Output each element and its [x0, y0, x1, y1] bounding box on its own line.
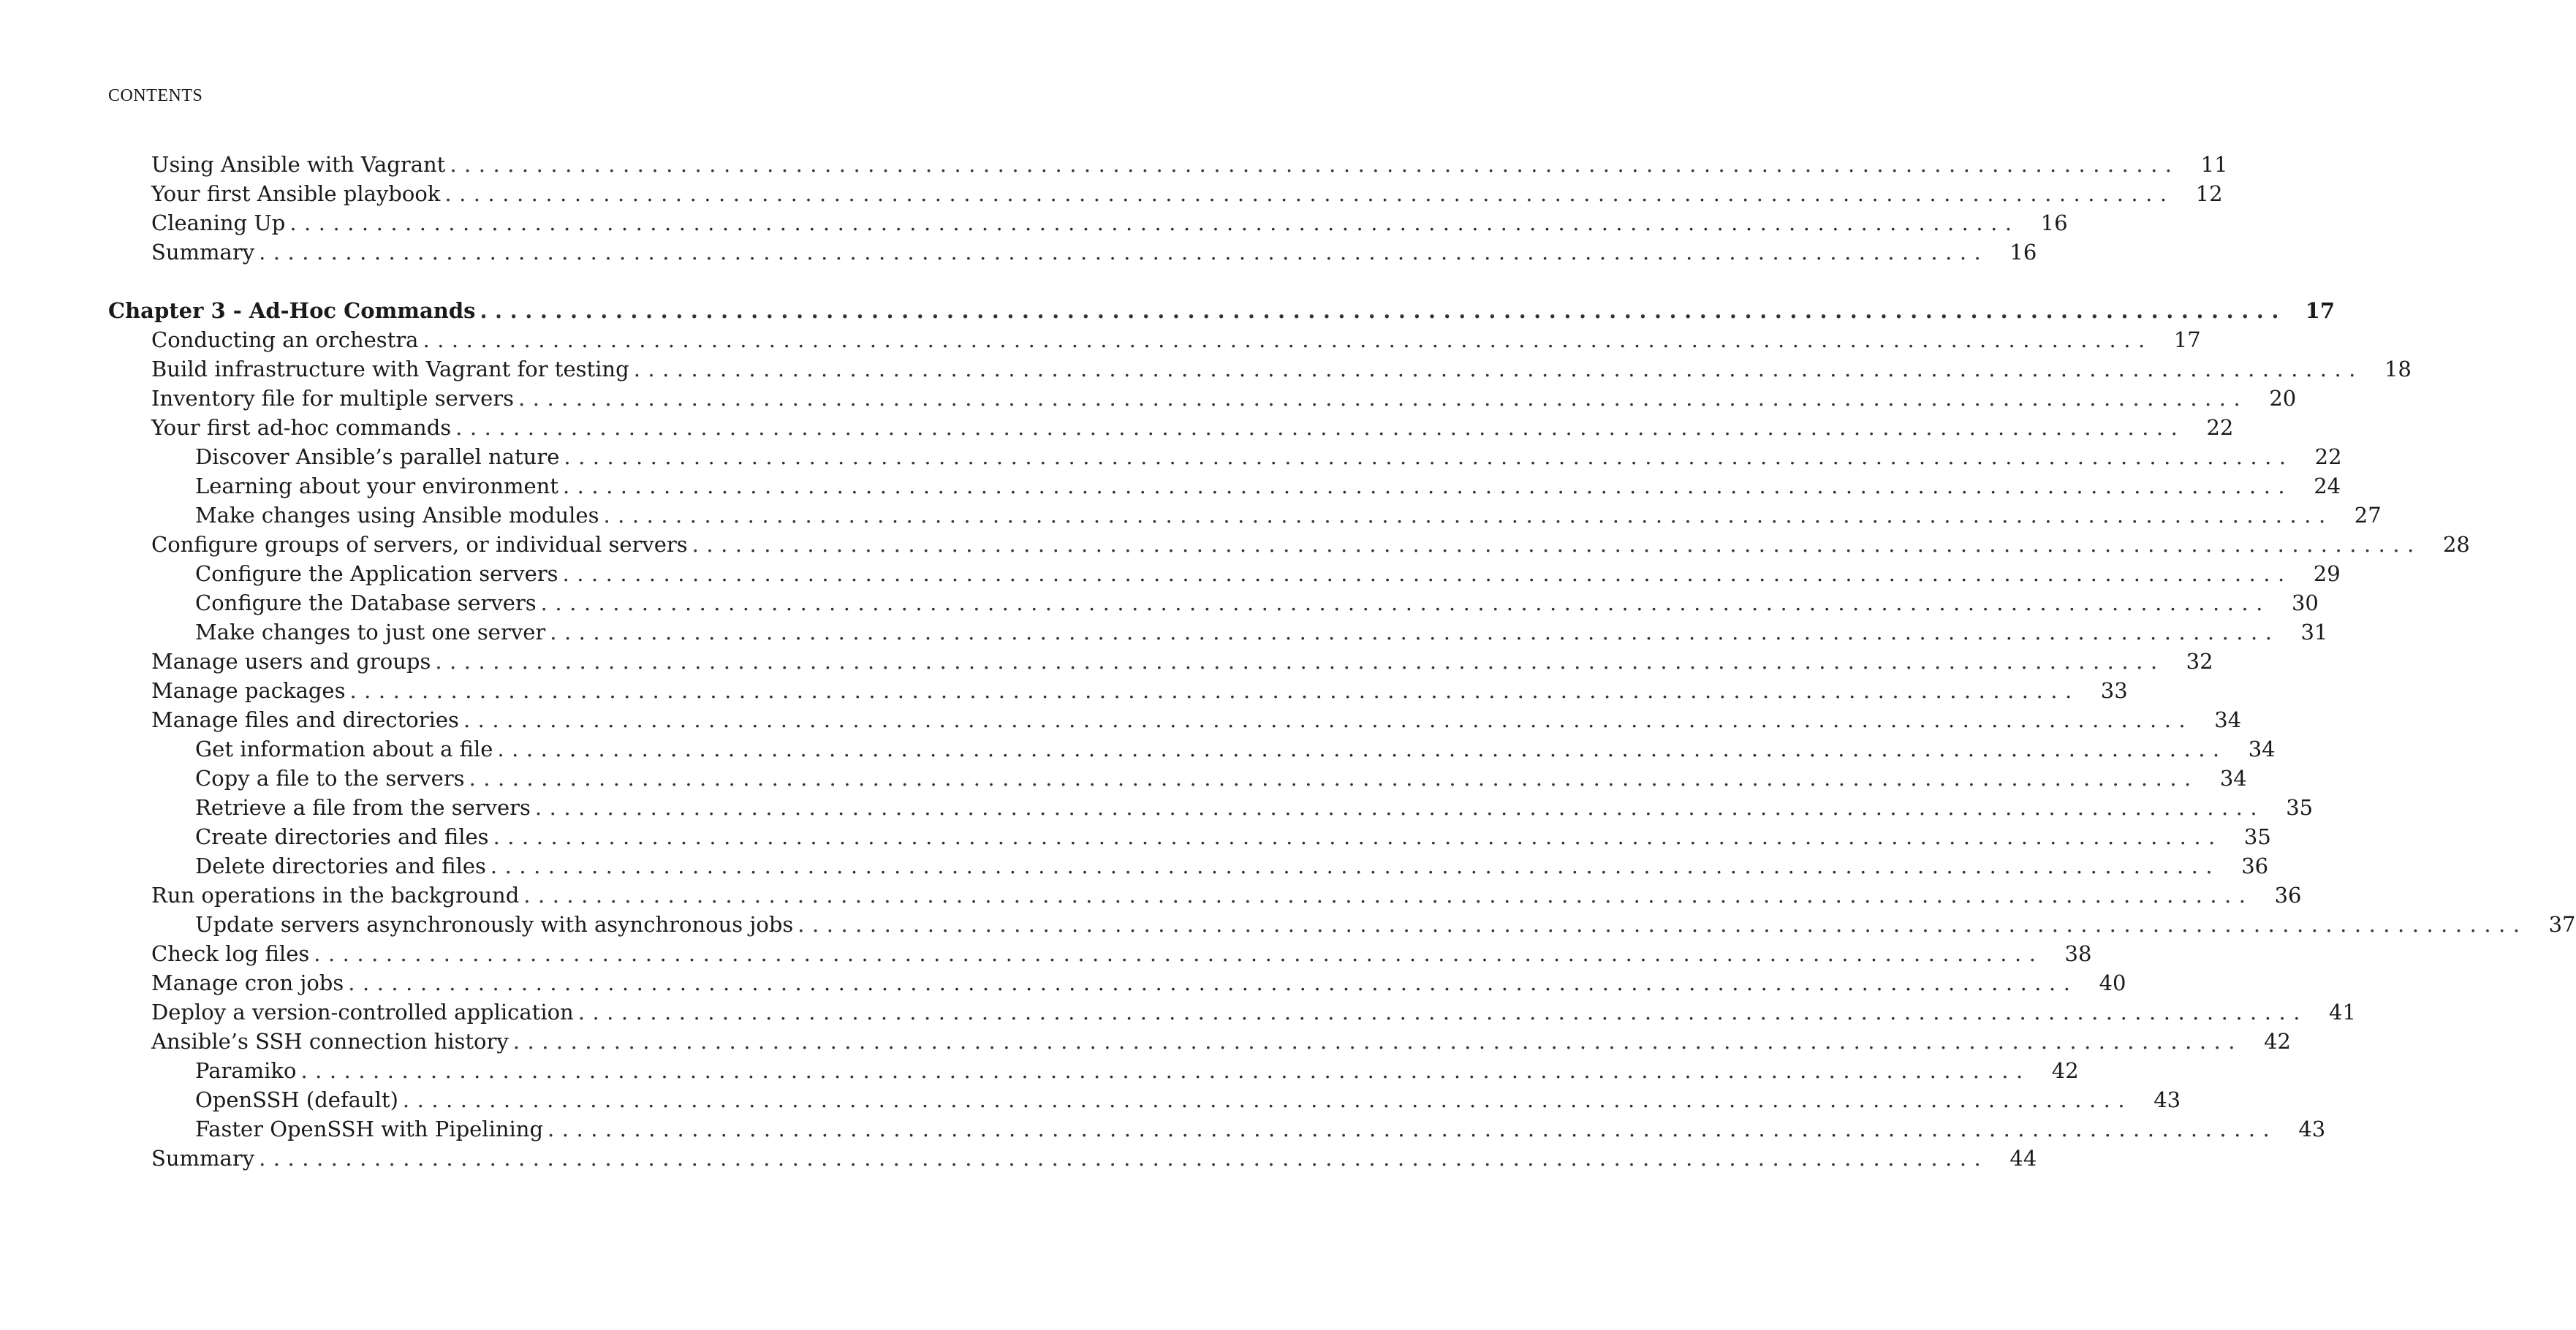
toc-entry-page-number: 33 — [2100, 678, 2128, 703]
dot-leader: ........................................................................................................................ — [562, 561, 2292, 586]
dot-leader: ........................................................................................................................ — [548, 1117, 2278, 1141]
dot-leader: ........................................................................................................................ — [540, 590, 2270, 615]
toc-entry[interactable] — [151, 177, 2223, 206]
dot-leader: ........................................................................................................................ — [490, 854, 2221, 878]
toc-entry-title: Get information about a file — [195, 737, 493, 761]
toc-entry[interactable] — [195, 557, 2341, 586]
dot-leader: ........................................................................................................................ — [518, 386, 2249, 411]
toc-entry[interactable] — [151, 703, 2242, 732]
toc-entry-title: Build infrastructure with Vagrant for testing — [151, 357, 629, 381]
toc-entry-title: Paramiko — [195, 1058, 297, 1083]
dot-leader: ........................................................................................................................ — [349, 678, 2080, 703]
toc-entry-page-number: 29 — [2313, 561, 2341, 586]
toc-entry-title: Check log files — [151, 941, 310, 966]
toc-entry[interactable] — [195, 908, 2576, 937]
toc-entry[interactable] — [195, 469, 2341, 498]
toc-entry-title: Your first ad-hoc commands — [151, 415, 452, 440]
toc-entry-page-number: 28 — [2442, 532, 2470, 557]
toc-entry-title: Create directories and files — [195, 824, 489, 849]
toc-entry-page-number: 11 — [2200, 152, 2228, 177]
dot-leader: ........................................................................................................................ — [348, 970, 2078, 995]
dot-leader: ........................................................................................................................ — [798, 912, 2528, 937]
dot-leader: ........................................................................................................................ — [463, 707, 2194, 732]
toc-entry[interactable] — [151, 148, 2228, 177]
toc-entry-page-number: 42 — [2051, 1058, 2079, 1083]
toc-entry-page-number: 22 — [2314, 444, 2342, 469]
toc-entry-title: Retrieve a file from the servers — [195, 795, 531, 820]
toc-entry-title: Configure the Database servers — [195, 590, 537, 615]
toc-entry-page-number: 27 — [2354, 503, 2382, 528]
toc-entry[interactable] — [195, 1054, 2079, 1083]
toc-entry-title: Faster OpenSSH with Pipelining — [195, 1117, 544, 1141]
toc-entry[interactable] — [195, 498, 2382, 528]
toc-entry-page-number: 24 — [2314, 474, 2341, 498]
dot-leader: ........................................................................................................................ — [512, 1029, 2243, 1054]
toc-entry[interactable] — [195, 820, 2271, 849]
toc-entry[interactable] — [195, 732, 2276, 761]
toc-entry[interactable] — [151, 878, 2302, 908]
toc-entry-title: Summary — [151, 240, 255, 265]
toc-entry-page-number: 34 — [2219, 766, 2247, 791]
toc-entry[interactable] — [195, 791, 2314, 820]
toc-entry-page-number: 16 — [2040, 210, 2068, 235]
toc-entry-page-number: 17 — [2305, 298, 2335, 323]
dot-leader: ........................................................................................................................ — [469, 766, 2199, 791]
toc-entry-page-number: 44 — [2009, 1146, 2037, 1171]
toc-entry-page-number: 35 — [2286, 795, 2314, 820]
toc-entry[interactable] — [151, 995, 2356, 1025]
toc-entry[interactable] — [195, 615, 2328, 645]
toc-entry-title: Make changes to just one server — [195, 620, 546, 645]
toc-entry-page-number: 22 — [2206, 415, 2234, 440]
dot-leader: ........................................................................................................................ — [633, 357, 2363, 381]
toc-entry-page-number: 43 — [2298, 1117, 2326, 1141]
toc-entry-page-number: 32 — [2186, 649, 2213, 674]
toc-entry-title: Make changes using Ansible modules — [195, 503, 599, 528]
toc-entry-title: Ansible’s SSH connection history — [151, 1029, 509, 1054]
toc-entry[interactable] — [151, 674, 2128, 703]
toc-entry[interactable] — [195, 1083, 2181, 1112]
toc-entry[interactable] — [151, 235, 2037, 265]
dot-leader: ........................................................................................................................ — [534, 795, 2265, 820]
dot-leader: ........................................................................................................................ — [289, 210, 2020, 235]
toc-entry[interactable] — [151, 411, 2234, 440]
toc-entry[interactable] — [195, 440, 2342, 469]
toc-entry-page-number: 17 — [2173, 327, 2201, 352]
toc-entry[interactable] — [151, 966, 2126, 995]
toc-entry-title: Using Ansible with Vagrant — [151, 152, 446, 177]
toc-entry-title: Discover Ansible’s parallel nature — [195, 444, 560, 469]
toc-entry-page-number: 34 — [2248, 737, 2276, 761]
toc-entry-page-number: 18 — [2384, 357, 2412, 381]
toc-entry-title: Your first Ansible playbook — [151, 181, 441, 206]
toc-entry[interactable] — [195, 1112, 2326, 1141]
running-head: CONTENTS — [108, 86, 203, 105]
toc-entry[interactable] — [151, 206, 2068, 235]
toc-entry-title: Configure the Application servers — [195, 561, 558, 586]
dot-leader: ........................................................................................................................ — [564, 444, 2294, 469]
toc-entry-title: Conducting an orchestra — [151, 327, 419, 352]
dot-leader: ........................................................................................................................ — [314, 941, 2044, 966]
dot-leader: ........................................................................................................................ — [550, 620, 2280, 645]
toc-entry[interactable] — [151, 1025, 2291, 1054]
toc-entry[interactable] — [195, 849, 2269, 878]
dot-leader: ........................................................................................................................ — [480, 298, 2287, 323]
toc-entry-title: Chapter 3 - Ad-Hoc Commands — [108, 298, 476, 323]
toc-entry-page-number: 41 — [2329, 1000, 2356, 1025]
dot-leader: ........................................................................................................................ — [523, 883, 2254, 908]
toc-entry[interactable] — [151, 528, 2470, 557]
toc-entry-title: Delete directories and files — [195, 854, 486, 878]
toc-entry[interactable] — [151, 645, 2213, 674]
dot-leader: ........................................................................................................................ — [259, 1146, 1989, 1171]
dot-leader: ........................................................................................................................ — [435, 649, 2165, 674]
dot-leader: ........................................................................................................................ — [444, 181, 2175, 206]
toc-entry-title: OpenSSH (default) — [195, 1087, 398, 1112]
toc-entry-title: Run operations in the background — [151, 883, 520, 908]
toc-entry[interactable] — [151, 352, 2412, 381]
toc-entry-page-number: 36 — [2241, 854, 2269, 878]
toc-entry-page-number: 42 — [2264, 1029, 2291, 1054]
toc-entry-title: Summary — [151, 1146, 255, 1171]
dot-leader: ........................................................................................................................ — [562, 474, 2293, 498]
toc-entry-page-number: 40 — [2099, 970, 2126, 995]
toc-entry-page-number: 31 — [2300, 620, 2328, 645]
dot-leader: ........................................................................................................................ — [497, 737, 2227, 761]
dot-leader: ........................................................................................................................ — [577, 1000, 2308, 1025]
toc-entry-page-number: 16 — [2009, 240, 2037, 265]
dot-leader: ........................................................................................................................ — [603, 503, 2333, 528]
toc-entry-title: Inventory file for multiple servers — [151, 386, 515, 411]
toc-entry-title: Manage files and directories — [151, 707, 459, 732]
toc-entry-title: Cleaning Up — [151, 210, 286, 235]
toc-entry-page-number: 36 — [2274, 883, 2302, 908]
toc-entry[interactable] — [151, 323, 2201, 352]
toc-entry-page-number: 35 — [2243, 824, 2271, 849]
toc-entry-page-number: 12 — [2195, 181, 2223, 206]
toc-entry-title: Manage users and groups — [151, 649, 431, 674]
toc-chapter-entry[interactable] — [108, 294, 2335, 323]
toc-entry[interactable] — [151, 1141, 2037, 1171]
toc-entry-title: Configure groups of servers, or individual servers — [151, 532, 688, 557]
toc-entry-title: Copy a file to the servers — [195, 766, 465, 791]
dot-leader: ........................................................................................................................ — [402, 1087, 2133, 1112]
toc-entry-page-number: 37 — [2548, 912, 2576, 937]
toc-entry[interactable] — [195, 761, 2247, 791]
dot-leader: ........................................................................................................................ — [259, 240, 1989, 265]
dot-leader: ........................................................................................................................ — [423, 327, 2153, 352]
toc-entry-title: Manage packages — [151, 678, 346, 703]
toc-entry-page-number: 38 — [2064, 941, 2092, 966]
toc-entry-page-number: 34 — [2214, 707, 2242, 732]
toc-entry[interactable] — [195, 586, 2319, 615]
toc-entry-title: Learning about your environment — [195, 474, 558, 498]
toc-entry-title: Manage cron jobs — [151, 970, 344, 995]
toc-entry[interactable] — [151, 937, 2092, 966]
dot-leader: ........................................................................................................................ — [493, 824, 2223, 849]
toc-entry-title: Update servers asynchronously with asynchronous jobs — [195, 912, 794, 937]
toc-entry-title: Deploy a version-controlled application — [151, 1000, 574, 1025]
toc-entry[interactable] — [151, 381, 2297, 411]
toc-entry-page-number: 30 — [2291, 590, 2319, 615]
dot-leader: ........................................................................................................................ — [300, 1058, 2031, 1083]
toc-entry-page-number: 20 — [2269, 386, 2297, 411]
dot-leader: ........................................................................................................................ — [450, 152, 2180, 177]
toc-entry-page-number: 43 — [2153, 1087, 2181, 1112]
dot-leader: ........................................................................................................................ — [692, 532, 2422, 557]
dot-leader: ........................................................................................................................ — [455, 415, 2186, 440]
